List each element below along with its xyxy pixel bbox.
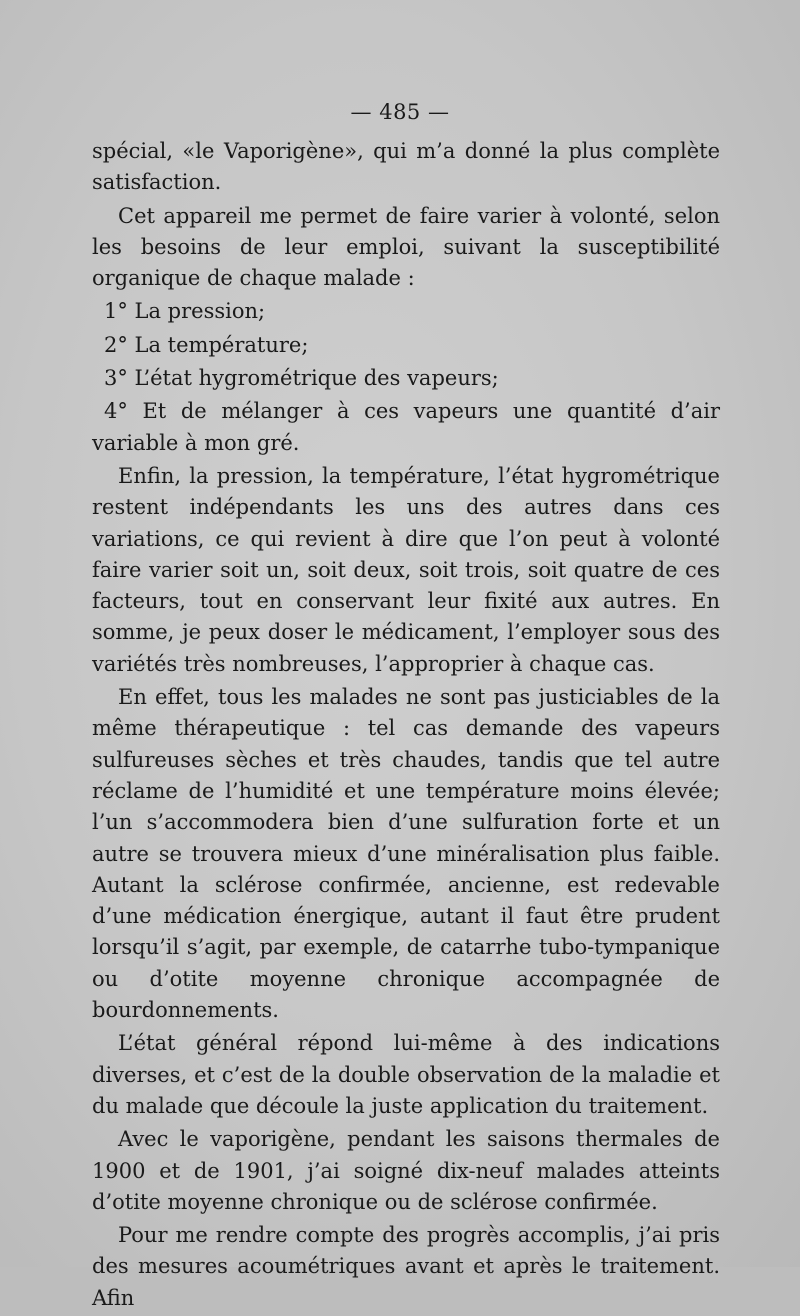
list-item-air-mix: 4° Et de mélanger à ces vapeurs une quantité d’air variable à mon gré. — [92, 399, 720, 455]
paragraph-apparatus: Cet appareil me permet de faire varier à volonté, selon les besoins de leur emploi, suivant la susceptibilité organique de chaque malade : — [92, 203, 720, 291]
list-item-temperature: 2° La température; — [104, 332, 309, 357]
paragraph-independence: Enfin, la pression, la température, l’état hygrométrique restent indépendants les uns des autres dans ces variations, ce qui revient à dire que l’on peut à volonté faire varier soit un, soit deux, soit trois, soit quatre de ces facteurs, tout en conservant leur fixité aux autres. En somme, je peux doser le médicament, l’employer sous des variétés très nombreuses, l’approprier à chaque cas. — [92, 463, 720, 676]
paragraph-measurements: Pour me rendre compte des progrès accomplis, j’ai pris des mesures acoumétriques avant et après le traitement. Afin — [92, 1223, 720, 1310]
paragraph-continuation: spécial, «le Vaporigène», qui m’a donné la plus complète satisfaction. — [92, 139, 720, 195]
paragraph-patients: Avec le vaporigène, pendant les saisons thermales de 1900 et de 1901, j’ai soigné dix-neuf malades atteints d’otite moyenne chronique ou de sclérose confirmée. — [92, 1127, 720, 1214]
page-number: — 485 — — [350, 100, 450, 124]
paragraph-general-state: L’état général répond lui-même à des indications diverses, et c’est de la double observation de la maladie et du malade que découle la juste application du traitement. — [92, 1031, 720, 1118]
list-item-hygrometric: 3° L’état hygrométrique des vapeurs; — [104, 366, 499, 391]
paragraph-therapeutics: En effet, tous les malades ne sont pas justiciables de la même thérapeutique : tel cas demande des vapeurs sulfureuses sèches et très chaudes, tandis que tel autre réclame de l’humidité et une température moins élevée; l’un s’accommodera bien d’une sulfuration forte et un autre se trouvera mieux d’une minéralisation plus faible. Autant la sclérose confirmée, ancienne, est redevable d’une médication énergique, autant il faut être prudent lorsqu’il s’agit, par exemple, de catarrhe tubo-tympanique ou d’otite moyenne chronique accompagnée de bourdonnements. — [92, 685, 720, 1023]
body-text — [92, 136, 720, 1316]
list-item-pressure: 1° La pression; — [104, 299, 266, 324]
